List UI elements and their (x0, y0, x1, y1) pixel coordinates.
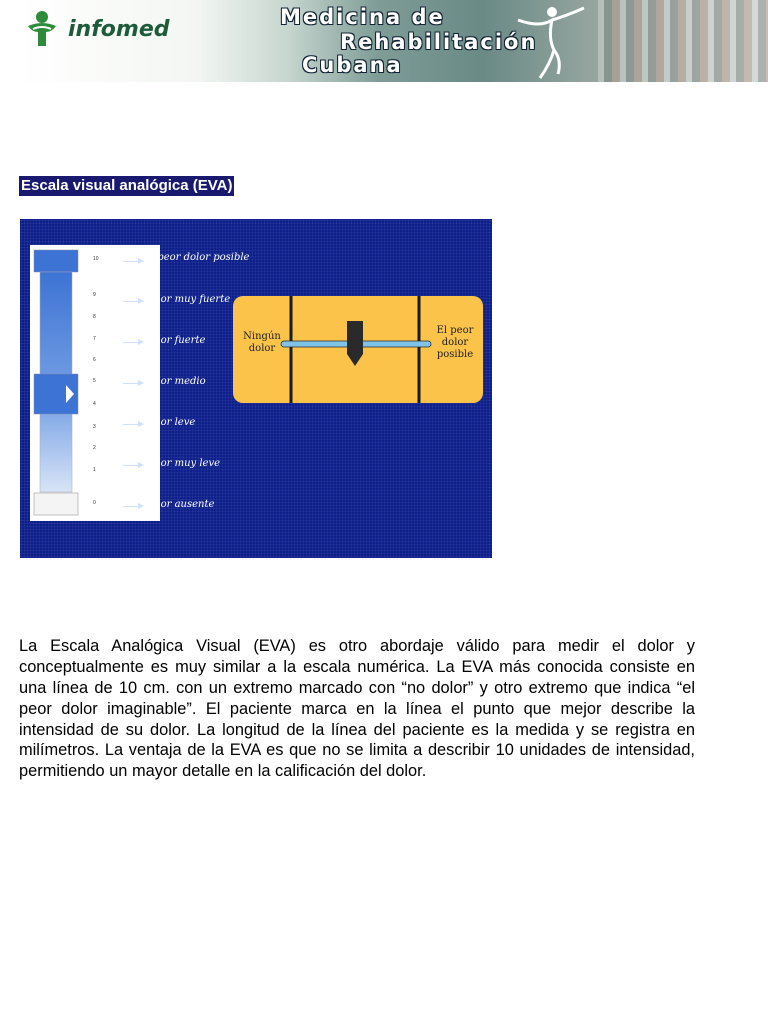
arrow-head-icon (138, 339, 144, 345)
eva-slider-card (233, 296, 483, 403)
arrow-head-icon (138, 462, 144, 468)
arrow-line (123, 342, 139, 343)
infomed-logo[interactable] (24, 10, 169, 48)
arrow-head-icon (138, 380, 144, 386)
arrow-head-icon (138, 258, 144, 264)
arrow-line (123, 465, 139, 466)
arrow-head-icon (138, 421, 144, 427)
runner-figure-icon (510, 2, 590, 82)
scale-label: dolor muy leve (145, 458, 221, 469)
arrow-line (123, 506, 139, 507)
infomed-logo-icon (24, 10, 60, 48)
scale-label: el peor dolor posible (145, 252, 250, 263)
tick-number: 3 (93, 424, 96, 430)
banner-title-line1: Medicina de (280, 5, 445, 29)
arrow-line (123, 301, 139, 302)
tick-number: 4 (93, 401, 96, 407)
section-heading: Escala visual analógica (EVA) (21, 177, 233, 194)
scale-label: dolor ausente (145, 499, 215, 510)
arrow-head-icon (138, 503, 144, 509)
tick-number: 10 (93, 256, 99, 262)
tick-number: 9 (93, 292, 96, 298)
gym-photo (598, 0, 768, 82)
tick-number: 6 (93, 357, 96, 363)
tick-number: 8 (93, 314, 96, 320)
header-banner (18, 0, 768, 82)
scale-label: dolor leve (145, 417, 196, 428)
arrow-line (123, 424, 139, 425)
arrow-line (123, 261, 139, 262)
scale-label: dolor medio (145, 376, 206, 387)
arrow-head-icon (138, 298, 144, 304)
tick-number: 7 (93, 336, 96, 342)
no-pain-label: Ningún dolor (243, 331, 281, 354)
logo-text: infomed (68, 16, 170, 42)
banner-title-line3: Cubana (302, 53, 403, 77)
arrow-line (123, 383, 139, 384)
worst-pain-label: El peor dolor posible (436, 325, 474, 360)
body-paragraph: La Escala Analógica Visual (EVA) es otro abordaje válido para medir el dolor y conceptualmente es muy similar a la escala numérica. La EVA más conocida consiste en una línea de 10 cm. con un extremo marcado con “no dolor” y otro extremo que indica “el peor dolor imaginable”. El paciente marca en la línea el punto que mejor describe la intensidad de su dolor. La longitud de la línea del paciente es la medida y se registra en milímetros. La ventaja de la EVA es que no se limita a describir 10 unidades de intensidad, permitiendo un mayor detalle en la calificación del dolor. (19, 637, 695, 781)
tick-number: 5 (93, 378, 96, 384)
tick-number: 1 (93, 467, 96, 473)
banner-title-line2: Rehabilitación (340, 30, 538, 54)
tick-number: 2 (93, 445, 96, 451)
eva-figure (20, 219, 492, 558)
scale-label: dolor fuerte (145, 335, 206, 346)
tick-number: 0 (93, 500, 96, 506)
scale-label: dolor muy fuerte (145, 294, 231, 305)
